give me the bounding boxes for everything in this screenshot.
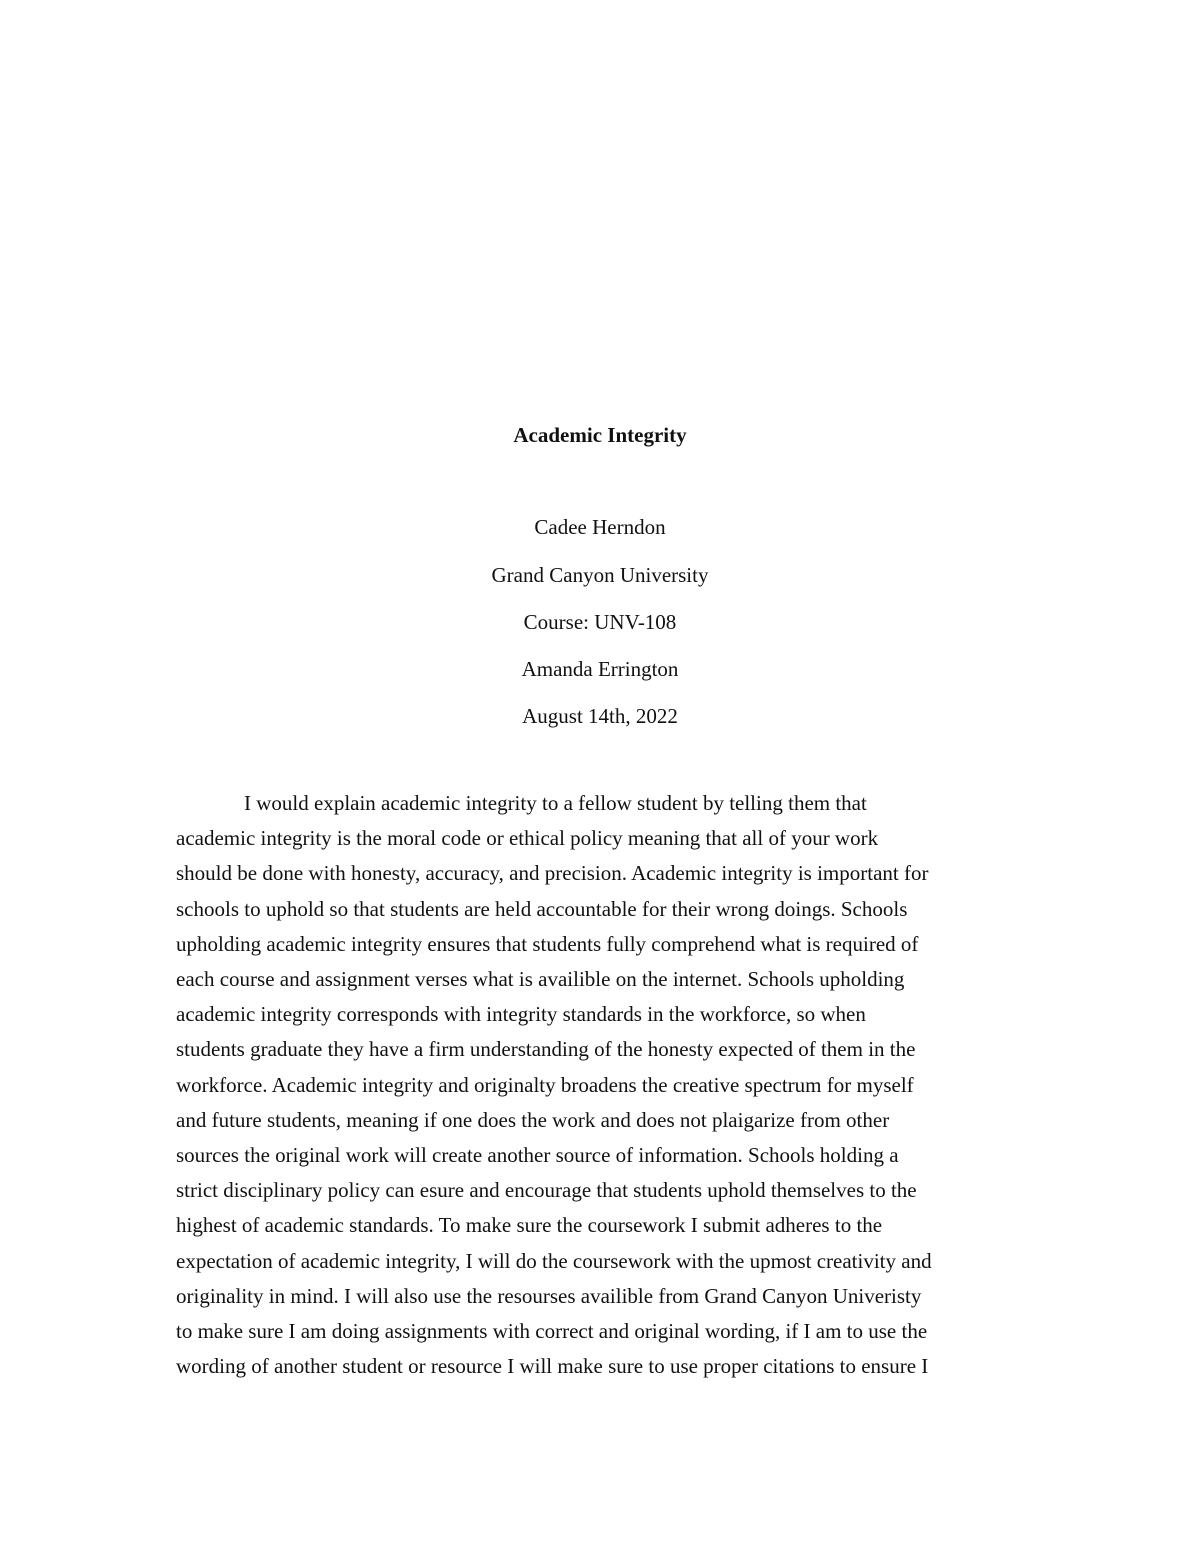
paragraph-line: and future students, meaning if one does the work and does not plaigarize from other xyxy=(176,1107,890,1132)
paragraph-line: strict disciplinary policy can esure and encourage that students uphold themselves to the xyxy=(176,1178,917,1203)
body-paragraph xyxy=(176,786,1036,1384)
paragraph-line: each course and assignment verses what is availible on the internet. Schools upholding xyxy=(176,967,905,992)
paragraph-line: students graduate they have a firm understanding of the honesty expected of them in the xyxy=(176,1037,916,1062)
paragraph-line: academic integrity corresponds with integrity standards in the workforce, so when xyxy=(176,1002,866,1027)
paragraph-line: I would explain academic integrity to a fellow student by telling them that xyxy=(244,791,867,815)
institution-name: Grand Canyon University xyxy=(491,563,709,587)
paragraph-line: academic integrity is the moral code or ethical policy meaning that all of your work xyxy=(176,826,879,851)
course-name: Course: UNV-108 xyxy=(523,610,677,634)
paragraph-line: sources the original work will create another source of information. Schools holding a xyxy=(176,1143,899,1168)
paragraph-line: highest of academic standards. To make sure the coursework I submit adheres to the xyxy=(176,1213,883,1238)
author-name: Cadee Herndon xyxy=(534,515,666,539)
paragraph-line: originality in mind. I will also use the resourses availible from Grand Canyon Univeristy xyxy=(176,1283,922,1308)
paragraph-line: to make sure I am doing assignments with correct and original wording, if I am to use the xyxy=(176,1319,928,1344)
paragraph-line: should be done with honesty, accuracy, and precision. Academic integrity is important for xyxy=(176,861,929,886)
paragraph-line: expectation of academic integrity, I will do the coursework with the upmost creativity and xyxy=(176,1248,932,1273)
paragraph-line: upholding academic integrity ensures that students fully comprehend what is required of xyxy=(176,931,919,956)
instructor-name: Amanda Errington xyxy=(521,657,679,681)
document-title: Academic Integrity xyxy=(513,423,687,447)
paragraph-line: schools to uphold so that students are held accountable for their wrong doings. Schools xyxy=(176,896,908,921)
paragraph-line: wording of another student or resource I will make sure to use proper citations to ensure I xyxy=(176,1354,929,1379)
document-date: August 14th, 2022 xyxy=(522,704,678,728)
paragraph-line: workforce. Academic integrity and originalty broadens the creative spectrum for myself xyxy=(176,1072,914,1097)
